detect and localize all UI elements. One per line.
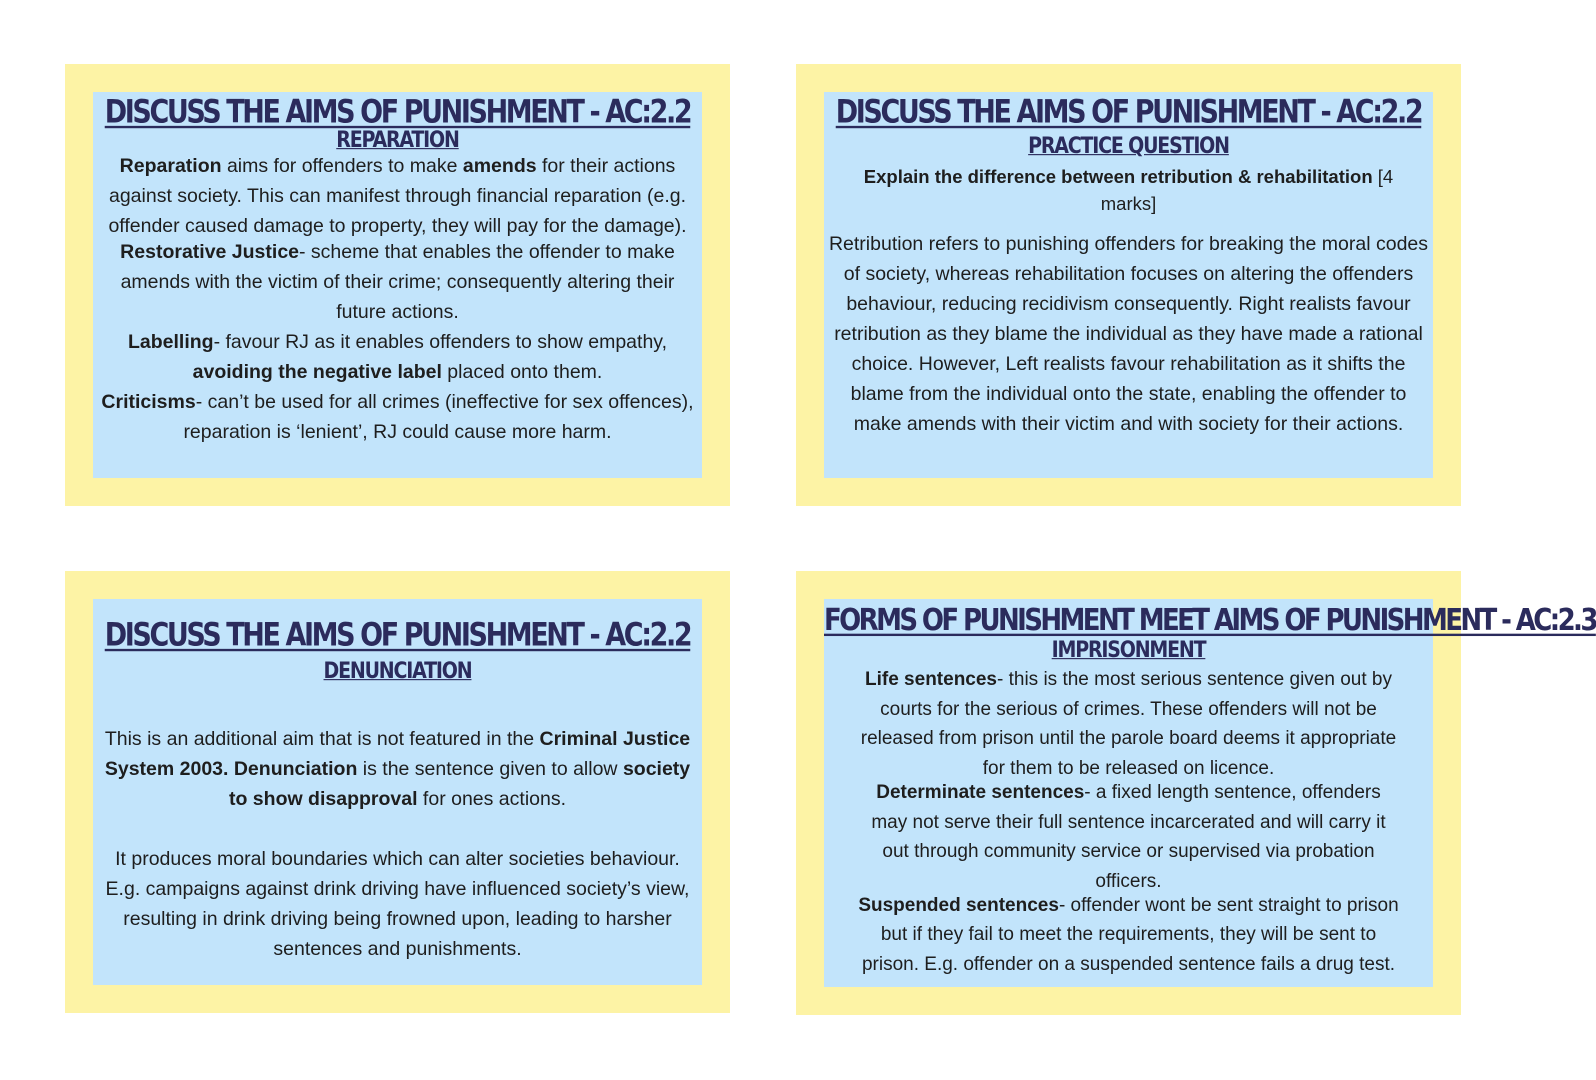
card-subtitle: DENUNCIATION xyxy=(323,658,472,684)
text: aims for offenders to make xyxy=(221,155,463,177)
card-subtitle: PRACTICE QUESTION xyxy=(1028,133,1229,159)
paragraph-reparation xyxy=(93,151,702,241)
text: placed onto them. xyxy=(441,361,603,383)
text: - this is the most serious sentence given out by xyxy=(997,669,1392,690)
text: for their actions against society. This can manifest through financial reparation (e.g. offender caused damage to property, they will pay for the damage). xyxy=(108,155,687,237)
card-title: DISCUSS THE AIMS OF PUNISHMENT - AC:2.2 xyxy=(104,617,691,654)
text-line xyxy=(824,665,1433,695)
bold-term: society to show disapproval xyxy=(228,758,691,810)
text-line: out through community service or supervised via probation xyxy=(882,841,1375,863)
text-line: courts for the serious of crimes. These offenders will not be xyxy=(880,698,1377,720)
bold-term: Labelling xyxy=(127,331,214,353)
answer-text: Retribution refers to punishing offenders for breaking the moral codes of society, whereas rehabilitation focuses on altering the offenders behaviour, reducing recidivism consequently. Right realists favour retribution as they blame the individual as they have made a rational choice. However, Left realists favour rehabilitation as it shifts the blame from the individual onto the state, enabling the offender to make amends with their victim and with society for their actions. xyxy=(828,233,1429,435)
card-content xyxy=(93,599,702,985)
paragraph-labelling xyxy=(93,327,702,387)
text: - offender wont be sent straight to prison xyxy=(1058,894,1399,916)
text-line: for them to be released on licence. xyxy=(982,758,1275,780)
text-line: prison. E.g. offender on a suspended sentence fails a drug test. xyxy=(861,954,1396,976)
card-imprisonment xyxy=(796,571,1596,1015)
card-content xyxy=(824,599,1596,987)
question-text: Explain the difference between retribution & rehabilitation xyxy=(863,166,1373,187)
text: - favour RJ as it enables offenders to show empathy, xyxy=(213,331,668,353)
bold-term: Life sentences xyxy=(865,669,997,690)
practice-question xyxy=(824,163,1433,217)
bold-term: avoiding the negative label xyxy=(192,361,442,383)
text: is the sentence given to allow xyxy=(357,758,623,780)
card-title: DISCUSS THE AIMS OF PUNISHMENT - AC:2.2 xyxy=(835,94,1422,131)
text-line: but if they fail to meet the requirements, they will be sent to xyxy=(880,924,1377,946)
card-title: DISCUSS THE AIMS OF PUNISHMENT - AC:2.2 xyxy=(104,94,691,131)
bold-term: amends xyxy=(462,155,537,177)
text-line: may not serve their full sentence incarcerated and will carry it xyxy=(871,811,1386,833)
bold-term: Restorative Justice xyxy=(120,241,300,263)
bold-term: Determinate sentences xyxy=(876,781,1085,803)
paragraph-restorative-justice xyxy=(93,237,702,327)
text: for ones actions. xyxy=(417,788,567,810)
text: This is an additional aim that is not featured in the xyxy=(104,728,540,750)
paragraph-denunciation xyxy=(93,724,702,814)
card-reparation xyxy=(65,64,730,506)
text: - can’t be used for all crimes (ineffective for sex offences), reparation is ‘lenient’, RJ could cause more harm. xyxy=(183,391,694,443)
imprisonment-text xyxy=(824,665,1433,980)
card-denunciation xyxy=(65,571,730,1013)
card-practice-question xyxy=(796,64,1461,506)
paragraph-moral-boundaries: It produces moral boundaries which can alter societies behaviour. E.g. campaigns against drink driving have influenced society’s view, resulting in drink driving being frowned upon, leading to harsher sentences and punishments. xyxy=(105,848,690,960)
bold-term: Criminal Justice System 2003. Denunciation xyxy=(104,728,691,780)
bold-term: Reparation xyxy=(119,155,222,177)
question-marks: [4 marks] xyxy=(1100,166,1394,214)
text-line: officers. xyxy=(1095,870,1162,892)
card-title: FORMS OF PUNISHMENT MEET AIMS OF PUNISHMENT - AC:2.3 xyxy=(824,603,1596,639)
text: - scheme that enables the offender to make amends with the victim of their crime; consequently altering their future actions. xyxy=(120,241,675,323)
bold-term: Suspended sentences xyxy=(858,894,1059,916)
text-line xyxy=(824,778,1433,808)
text-line xyxy=(824,891,1433,921)
bold-term: Criticisms xyxy=(101,391,196,413)
text: - a fixed length sentence, offenders xyxy=(1084,781,1381,803)
card-content xyxy=(824,92,1433,478)
card-subtitle: IMPRISONMENT xyxy=(1051,637,1206,663)
text-line: released from prison until the parole board deems it appropriate xyxy=(860,728,1397,750)
card-content xyxy=(93,92,702,478)
paragraph-criticisms xyxy=(93,387,702,447)
card-subtitle: REPARATION xyxy=(336,127,459,153)
